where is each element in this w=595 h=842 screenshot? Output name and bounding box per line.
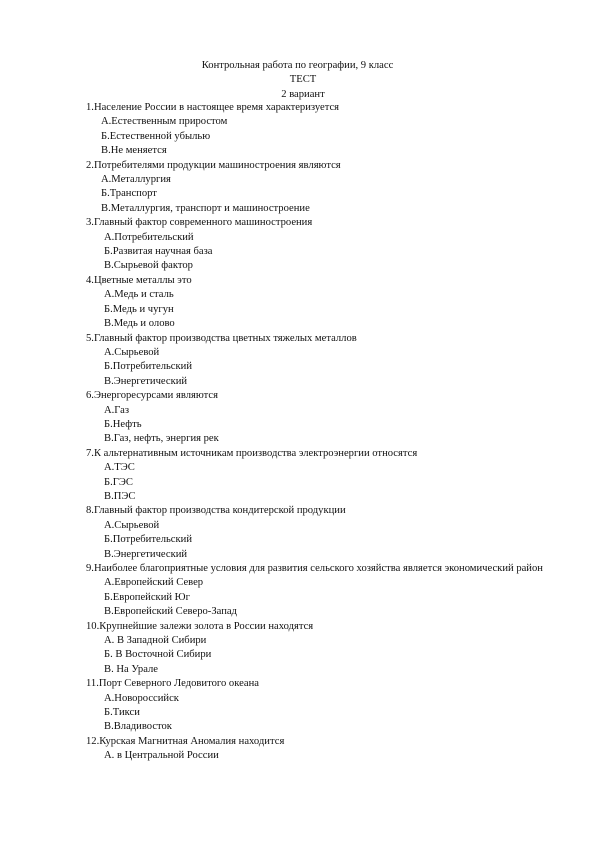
answer-option: В.Энергетический — [104, 548, 188, 560]
answer-option: В.Металлургия, транспорт и машиностроение — [101, 202, 310, 214]
answer-option: Б.Медь и чугун — [104, 303, 174, 315]
answer-option: В. На Урале — [104, 663, 159, 675]
document-title: Контрольная работа по географии, 9 класс — [201, 60, 394, 71]
question-text: 1.Население России в настоящее время характеризуется — [86, 102, 340, 113]
answer-option: Б.Развитая научная база — [104, 246, 213, 258]
question-text: 10.Крупнейшие залежи золота в России находятся — [86, 620, 314, 632]
question-text: 3.Главный фактор современного машиностроения — [86, 217, 313, 229]
question-block — [86, 332, 554, 390]
answer-option: Б.Потребительский — [104, 361, 192, 373]
question-text: 9.Наиболее благоприятные условия для развития сельского хозяйства является экономический район — [86, 563, 543, 574]
answer-option: А.Европейский Север — [104, 577, 204, 589]
answer-option: В.Медь и олово — [104, 318, 175, 330]
question-block — [86, 504, 554, 562]
question-block — [86, 274, 554, 332]
answer-option: В.Владивосток — [104, 721, 172, 733]
answer-option: А.Металлургия — [101, 174, 171, 186]
question-block — [86, 159, 554, 217]
question-text: 11.Порт Северного Ледовитого океана — [86, 678, 259, 690]
answer-option: А.Сырьевой — [104, 346, 160, 358]
question-block — [86, 447, 554, 505]
answer-option: Б. В Восточной Сибири — [104, 649, 212, 661]
answer-option: В.Не меняется — [101, 145, 167, 157]
question-text: 12.Курская Магнитная Аномалия находится — [86, 735, 285, 747]
answer-option: Б.Потребительский — [104, 534, 192, 546]
answer-option: В.Европейский Северо-Запад — [104, 606, 237, 618]
variant-label: 2 вариант — [281, 88, 325, 100]
answer-option: В.Сырьевой фактор — [104, 260, 193, 272]
answer-option: А. в Центральной России — [104, 750, 219, 762]
answer-option: А.Потребительский — [104, 231, 194, 243]
answer-option: Б.Нефть — [104, 418, 142, 430]
answer-option: А.Естественным приростом — [101, 116, 228, 128]
question-block — [86, 389, 554, 447]
question-text: 2.Потребителями продукции машиностроения являются — [86, 159, 341, 171]
answer-option: А.Медь и сталь — [104, 289, 174, 301]
answer-option: Б.Естественной убылью — [101, 130, 211, 142]
answer-option: Б.Европейский Юг — [104, 591, 190, 603]
question-block — [86, 562, 554, 620]
answer-option: В.Газ, нефть, энергия рек — [104, 433, 219, 445]
answer-option: А.Газ — [104, 404, 130, 416]
question-text: 8.Главный фактор производства кондитерской продукции — [86, 505, 346, 517]
document-subtitle: ТЕСТ — [289, 74, 317, 86]
question-text: 7.К альтернативным источникам производства электроэнергии относятся — [86, 447, 418, 459]
question-text: 5.Главный фактор производства цветных тяжелых металлов — [86, 332, 357, 344]
answer-option: Б.Тикси — [104, 707, 140, 719]
answer-option: В.ПЭС — [104, 490, 136, 502]
answer-option: А.ТЭС — [104, 462, 135, 474]
question-block — [86, 216, 554, 274]
question-text: 4.Цветные металлы это — [86, 274, 192, 286]
question-block — [86, 735, 554, 764]
question-block — [86, 620, 554, 678]
answer-option: А.Сырьевой — [104, 519, 160, 531]
question-text: 6.Энергоресурсами являются — [86, 390, 218, 402]
answer-option: А. В Западной Сибири — [104, 635, 207, 647]
question-block — [86, 101, 554, 159]
answer-option: А.Новороссийск — [104, 692, 179, 704]
answer-option: В.Энергетический — [104, 375, 188, 387]
test-questions — [86, 101, 554, 764]
answer-option: Б.Транспорт — [101, 188, 157, 200]
answer-option: Б.ГЭС — [104, 476, 133, 488]
question-block — [86, 677, 554, 735]
document-header — [0, 59, 595, 102]
